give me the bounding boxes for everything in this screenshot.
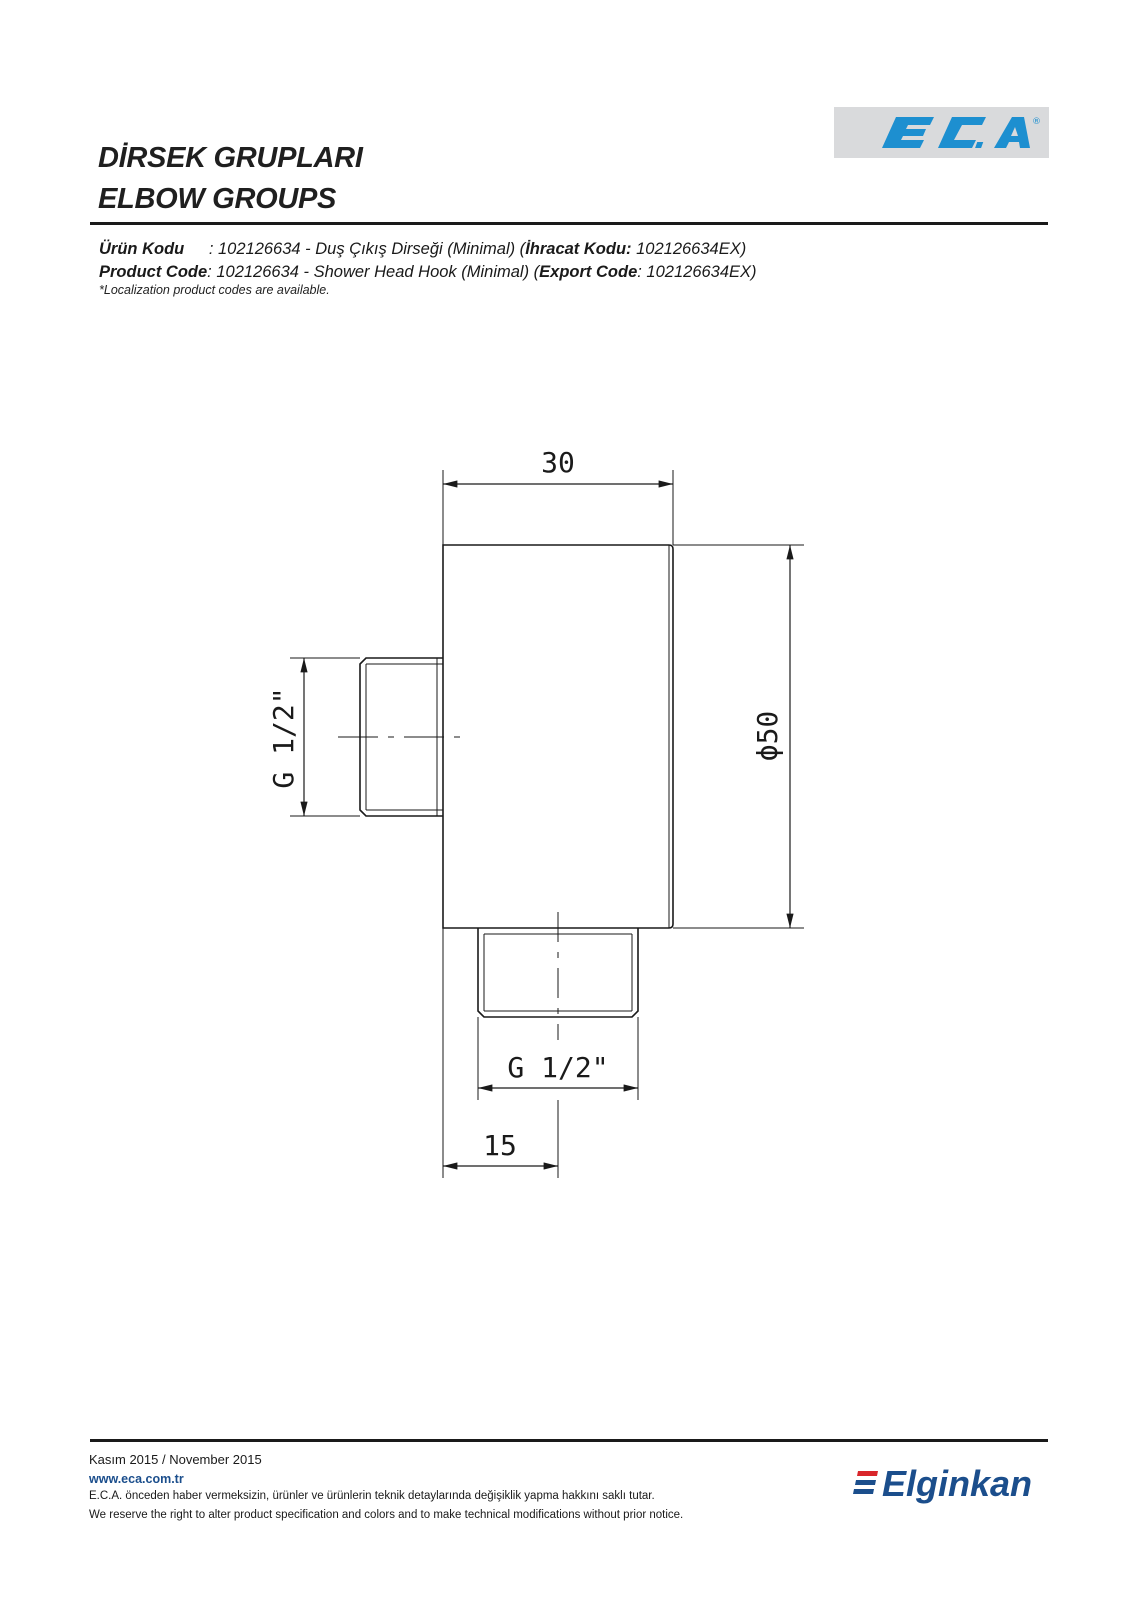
- export-code-tr-label: İhracat Kodu:: [525, 240, 632, 258]
- dim-label-thread-bottom: G 1/2": [507, 1051, 609, 1084]
- dim-label-offset: 15: [483, 1129, 517, 1162]
- export-code-en-value: : 102126634EX): [637, 263, 757, 281]
- dim-label-diameter: ϕ50: [751, 710, 784, 762]
- title-tr: DİRSEK GRUPLARI: [98, 142, 363, 174]
- title-en: ELBOW GROUPS: [98, 183, 337, 215]
- footer-rule: [90, 1439, 1048, 1442]
- elginkan-logo: [852, 1458, 1048, 1508]
- elginkan-logo-text: Elginkan: [882, 1463, 1033, 1504]
- footer-url-link[interactable]: www.eca.com.tr: [89, 1472, 184, 1486]
- dim-label-thread-left: G 1/2": [267, 687, 300, 789]
- product-code-en-label: Product Code: [99, 263, 208, 281]
- product-code-tr-value: : 102126634 - Duş Çıkış Dirseği (Minimal) (: [208, 240, 526, 258]
- export-code-en-label: Export Code: [539, 263, 638, 281]
- body-outline: [443, 545, 673, 928]
- product-code-en-value: : 102126634 - Shower Head Hook (Minimal) (: [207, 263, 540, 281]
- dim-label-width: 30: [541, 446, 575, 479]
- footer-disclaimer-en: We reserve the right to alter product specification and colors and to make technical modifications without prior notice.: [89, 1509, 684, 1521]
- localization-note: *Localization product codes are available.: [99, 283, 330, 297]
- footer-disclaimer-tr: E.C.A. önceden haber vermeksizin, ürünler ve ürünlerin teknik detaylarında değişiklik yapma hakkını saklı tutar.: [89, 1490, 655, 1502]
- footer-date: Kasım 2015 / November 2015: [89, 1452, 262, 1467]
- export-code-tr-value: 102126634EX): [631, 240, 747, 258]
- elginkan-logo-mark: [852, 1458, 1048, 1508]
- product-code-tr-label: Ürün Kodu: [99, 240, 185, 258]
- registered-mark: ®: [1032, 117, 1041, 127]
